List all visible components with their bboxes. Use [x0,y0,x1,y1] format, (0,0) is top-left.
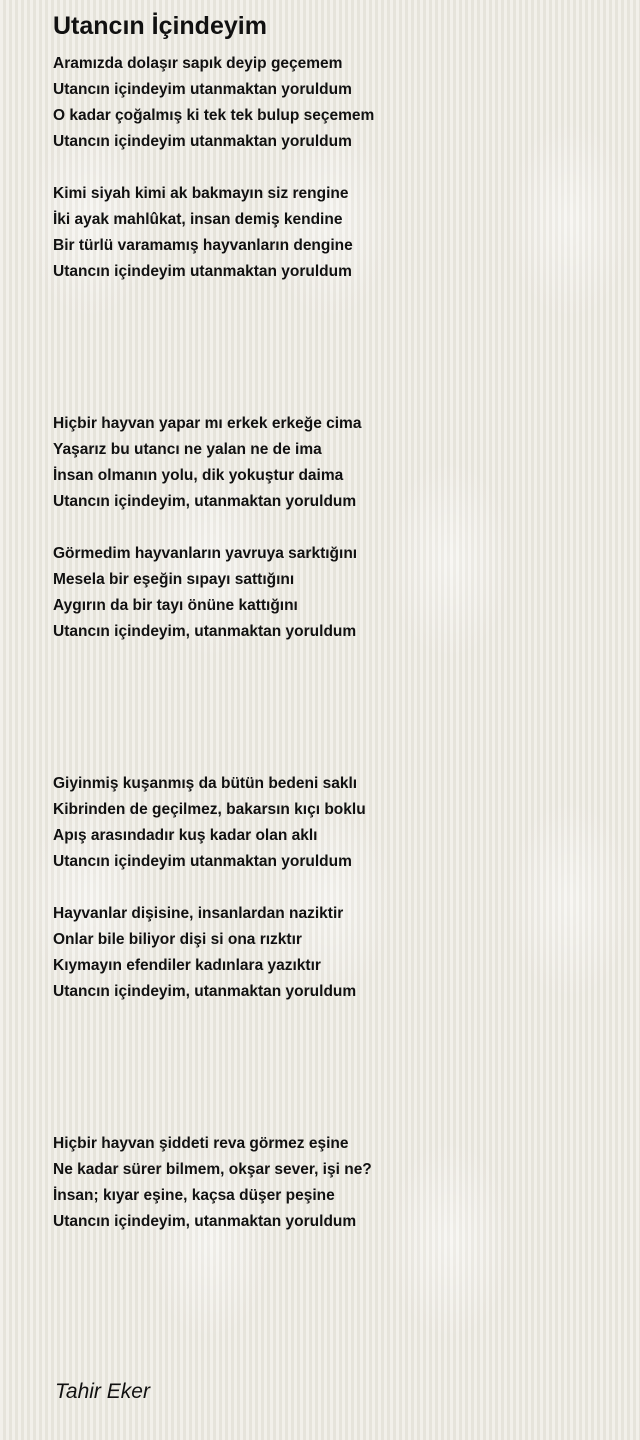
poem-line: Ne kadar sürer bilmem, okşar sever, işi ne? [53,1161,372,1178]
stanza-7 [53,1131,372,1235]
poem-line: Kibrinden de geçilmez, bakarsın kıçı boklu [53,801,366,818]
poem-line: Görmedim hayvanların yavruya sarktığını [53,545,358,562]
poem-line: Utancın içindeyim utanmaktan yoruldum [53,133,352,150]
poem-line: Utancın içindeyim utanmaktan yoruldum [53,263,352,280]
poem-line: Utancın içindeyim, utanmaktan yoruldum [53,1213,357,1230]
poem-author: Tahir Eker [55,1380,150,1403]
stanza-3 [53,411,361,515]
poem-line: Hiçbir hayvan yapar mı erkek erkeğe cima [53,415,362,432]
poem-line: Utancın içindeyim utanmaktan yoruldum [53,81,352,98]
poem-line: Utancın içindeyim, utanmaktan yoruldum [53,983,357,1000]
stanza-4 [53,541,357,645]
poem-line: O kadar çoğalmış ki tek tek bulup seçemem [53,107,375,124]
stanza-1 [53,51,374,155]
poem-line: Mesela bir eşeğin sıpayı sattığını [53,571,295,588]
poem-title: Utancın İçindeyim [53,12,267,40]
poem-line: İnsan; kıyar eşine, kaçsa düşer peşine [53,1187,335,1204]
poem-line: İki ayak mahlûkat, insan demiş kendine [53,211,343,228]
poem-line: Aygırın da bir tayı önüne kattığını [53,597,298,614]
poem-line: Utancın içindeyim utanmaktan yoruldum [53,853,352,870]
stanza-2 [53,181,353,285]
poem-line: Kimi siyah kimi ak bakmayın siz rengine [53,185,349,202]
poem-line: Apış arasındadır kuş kadar olan aklı [53,827,318,844]
poem-line: Kıymayın efendiler kadınlara yazıktır [53,957,321,974]
poem-line: Hayvanlar dişisine, insanlardan naziktir [53,905,344,922]
poem-line: Hiçbir hayvan şiddeti reva görmez eşine [53,1135,349,1152]
poem-line: Onlar bile biliyor dişi si ona rızktır [53,931,302,948]
poem-line: Bir türlü varamamış hayvanların dengine [53,237,353,254]
poem-line: Aramızda dolaşır sapık deyip geçemem [53,55,343,72]
poem-line: Giyinmiş kuşanmış da bütün bedeni saklı [53,775,358,792]
poem-line: İnsan olmanın yolu, dik yokuştur daima [53,467,344,484]
stanza-6 [53,901,356,1005]
poem-line: Yaşarız bu utancı ne yalan ne de ima [53,441,322,458]
poem-line: Utancın içindeyim, utanmaktan yoruldum [53,623,357,640]
stanza-5 [53,771,366,875]
poem-line: Utancın içindeyim, utanmaktan yoruldum [53,493,357,510]
